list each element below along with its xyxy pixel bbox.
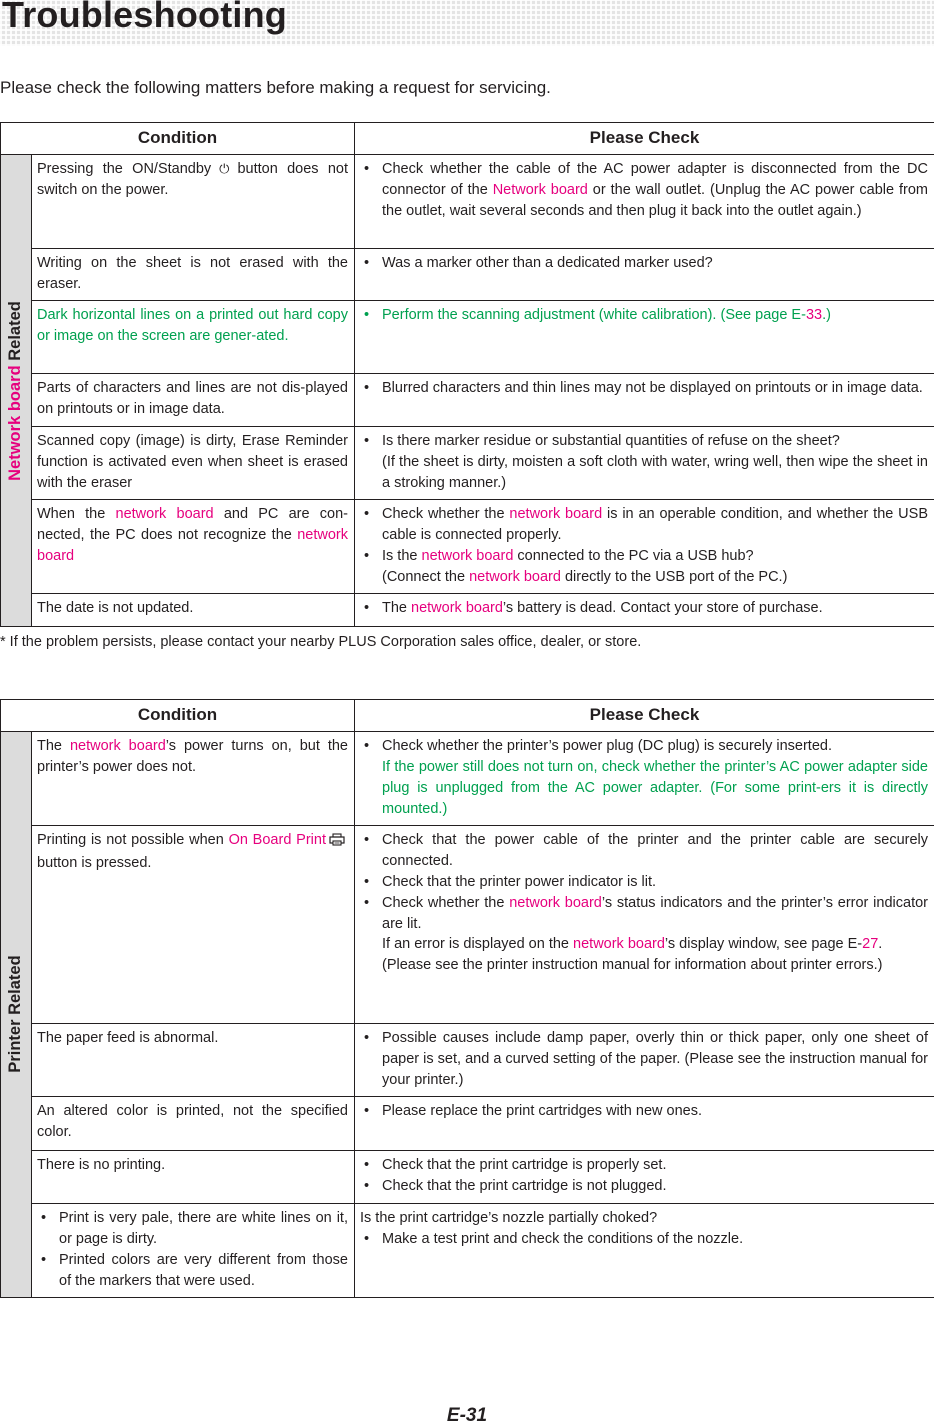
- side-label-printer-related: Printer Related: [4, 956, 28, 1073]
- check-cell: [355, 249, 934, 301]
- table-row: [1, 1024, 934, 1097]
- list-item: • Is the network board connected to the PC via a USB hub? (Connect the network board directly to the USB port of the PC.): [360, 546, 928, 588]
- list-item: • Perform the scanning adjustment (white calibration). (See page E-33.): [360, 305, 928, 326]
- list-item: • Check whether the cable of the AC power adapter is disconnected from the DC connector of the Network board or the wall outlet. (Unplug the AC power cable from the outlet, wait several seconds and then plug it back into the outlet again.): [360, 159, 928, 222]
- table-row: [1, 1204, 934, 1298]
- list-item: • Blurred characters and thin lines may not be displayed on printouts or in image data.: [360, 378, 928, 399]
- check-cell: [355, 826, 934, 1024]
- condition-cell: The paper feed is abnormal.: [32, 1024, 355, 1097]
- page-number: E-31: [0, 1405, 934, 1427]
- condition-cell: An altered color is printed, not the specified color.: [32, 1097, 355, 1151]
- check-cell: [355, 427, 934, 500]
- table-row: [1, 427, 934, 500]
- check-cell: [355, 301, 934, 374]
- table-row: [1, 732, 934, 826]
- header-please-check: Please Check: [355, 700, 934, 732]
- list-item: • Printed colors are very different from those of the markers that were used.: [37, 1250, 348, 1292]
- printer-table: [0, 699, 934, 1298]
- intro-text: Please check the following matters before making a request for servicing.: [0, 78, 551, 98]
- table-row: [1, 301, 934, 374]
- check-cell: [355, 500, 934, 594]
- condition-cell: The network board’s power turns on, but the printer’s power does not.: [32, 732, 355, 826]
- check-cell: [355, 1024, 934, 1097]
- list-item: • Check whether the network board’s status indicators and the printer’s error indicator are lit. If an error is displayed on the network board’s display window, see page E-27. (Please see the printer instruction manual for information about printer errors.): [360, 893, 928, 977]
- table-row: [1, 826, 934, 1024]
- check-cell: [355, 1204, 934, 1298]
- list-item: • Possible causes include damp paper, overly thin or thick paper, only one sheet of paper is set, and a curved setting of the paper. (Please see the instruction manual for your printer.): [360, 1028, 928, 1091]
- page-title: Troubleshooting: [2, 0, 287, 36]
- list-item: • Please replace the print cartridges with new ones.: [360, 1101, 928, 1122]
- table-header-row: [1, 700, 934, 732]
- table-row: [1, 500, 934, 594]
- title-bar: [0, 0, 934, 46]
- side-label-network-board-related: Network board Related: [4, 301, 28, 481]
- check-cell: [355, 1097, 934, 1151]
- check-cell: [355, 155, 934, 249]
- table-row: [1, 594, 934, 627]
- list-item: • Was a marker other than a dedicated marker used?: [360, 253, 928, 274]
- check-intro: Is the print cartridge’s nozzle partially choked?: [360, 1208, 928, 1229]
- condition-cell: Printing is not possible when On Board Print button is pressed.: [32, 826, 355, 1024]
- table-row: [1, 1097, 934, 1151]
- condition-cell: There is no printing.: [32, 1151, 355, 1204]
- table-row: [1, 249, 934, 301]
- condition-cell: Pressing the ON/Standby ⏻ button does not switch on the power.: [32, 155, 355, 249]
- list-item: • Check whether the network board is in an operable condition, and whether the USB cable is connected properly.: [360, 504, 928, 546]
- condition-cell: Dark horizontal lines on a printed out hard copy or image on the screen are gener-ated.: [32, 301, 355, 374]
- list-item: • Make a test print and check the conditions of the nozzle.: [360, 1229, 928, 1250]
- list-item: • Check that the power cable of the printer and the printer cable are securely connected.: [360, 830, 928, 872]
- table-row: [1, 374, 934, 427]
- check-cell: [355, 374, 934, 427]
- condition-cell: Writing on the sheet is not erased with the eraser.: [32, 249, 355, 301]
- list-item: • Check that the print cartridge is not plugged.: [360, 1176, 928, 1197]
- list-item: • Print is very pale, there are white lines on it, or page is dirty.: [37, 1208, 348, 1250]
- condition-cell: Scanned copy (image) is dirty, Erase Reminder function is activated even when sheet is erased with the eraser: [32, 427, 355, 500]
- footnote: * If the problem persists, please contact your nearby PLUS Corporation sales office, dealer, or store.: [0, 634, 641, 650]
- print-icon: [329, 832, 345, 853]
- condition-cell: When the network board and PC are con-nected, the PC does not recognize the network board: [32, 500, 355, 594]
- list-item: • Is there marker residue or substantial quantities of refuse on the sheet? (If the sheet is dirty, moisten a soft cloth with water, wring well, then wipe the sheet in a stroking manner.): [360, 431, 928, 494]
- table-header-row: [1, 123, 934, 155]
- check-cell: [355, 594, 934, 627]
- list-item: • Check that the printer power indicator is lit.: [360, 872, 928, 893]
- condition-cell: The date is not updated.: [32, 594, 355, 627]
- table-row: [1, 1151, 934, 1204]
- check-cell: [355, 1151, 934, 1204]
- network-board-table: [0, 122, 934, 627]
- list-item: • The network board’s battery is dead. Contact your store of purchase.: [360, 598, 928, 619]
- power-icon: ⏻: [219, 160, 229, 179]
- side-label-cell: [1, 155, 32, 627]
- check-cell: [355, 732, 934, 826]
- list-item: • Check whether the printer’s power plug (DC plug) is securely inserted. If the power still does not turn on, check whether the printer’s AC power adapter side plug is unplugged from the AC power adapter. (For some print-ers it is directly mounted.): [360, 736, 928, 820]
- header-condition: Condition: [1, 123, 355, 155]
- header-please-check: Please Check: [355, 123, 934, 155]
- table-row: [1, 155, 934, 249]
- side-label-cell: [1, 732, 32, 1298]
- header-condition: Condition: [1, 700, 355, 732]
- list-item: • Check that the print cartridge is properly set.: [360, 1155, 928, 1176]
- condition-cell: Parts of characters and lines are not dis-played on printouts or in image data.: [32, 374, 355, 427]
- condition-cell: [32, 1204, 355, 1298]
